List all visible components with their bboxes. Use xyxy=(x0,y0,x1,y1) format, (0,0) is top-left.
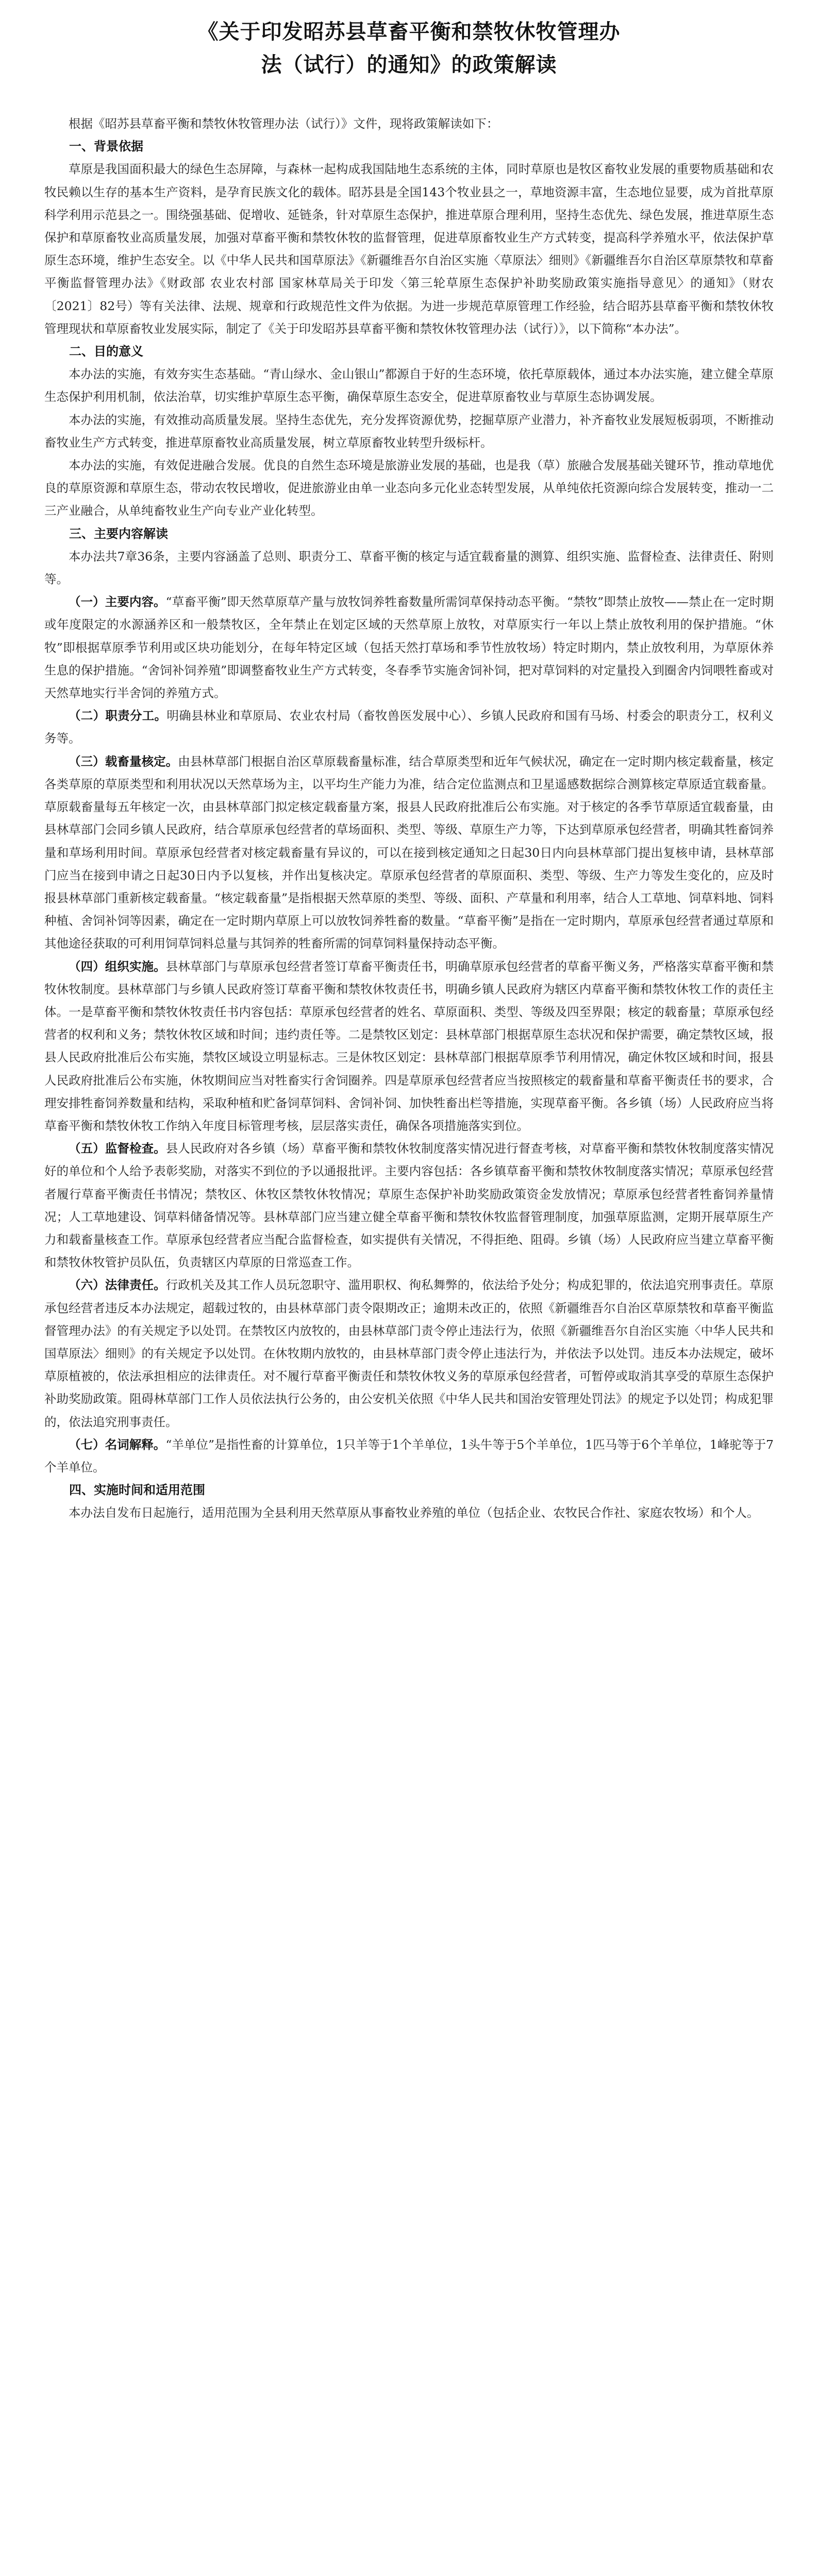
effective-scope-paragraph: 本办法自发布日起施行，适用范围为全县利用天然草原从事畜牧业养殖的单位（包括企业、农牧民合作社、家庭农牧场）和个人。 xyxy=(69,1505,759,1520)
item-lead: （三）载畜量核定。 xyxy=(69,754,178,769)
section-heading-effective-scope: 四、实施时间和适用范围 xyxy=(69,1482,205,1498)
background-paragraph: 草原是我国面积最大的绿色生态屏障，与森林一起构成我国陆地生态系统的主体，同时草原也是牧区畜牧业发展的重要物质基础和农牧民赖以生存的基本生产资料，是孕育民族文化的载体。昭苏县是全国143个牧业县之一，草地资源丰富，生态地位显要，成为首批草原科学利用示范县之一。围绕强基础、促增收、延链条，针对草原生态保护，推进草原合理利用，坚持生态优先、绿色发展，推进草原生态保护和草原畜牧业高质量发展，加强对草畜平衡和禁牧休牧的监督管理，促进草原畜牧业生产方式转变，提高科学养殖水平，依法保护草原生态环境，维护生态安全。以《中华人民共和国草原法》《新疆维吾尔自治区实施〈草原法〉细则》《新疆维吾尔自治区草原禁牧和草畜平衡监督管理办法》《财政部 农业农村部 国家林草局关于印发〈第三轮草原生态保护补助奖励政策实施指导意见〉的通知》（财农〔2021〕82号）等有关法律、法规、规章和行政规范性文件为依据。为进一步规范草原管理工作经验，结合昭苏县草畜平衡和禁牧休牧管理现状和草原畜牧业发展实际，制定了《关于印发昭苏县草畜平衡和禁牧休牧管理办法（试行）》，以下简称“本办法”。 xyxy=(44,162,774,336)
item-lead: （七）名词解释。 xyxy=(69,1437,166,1452)
interpretation-item-supervision xyxy=(44,1137,774,1274)
item-text: 县人民政府对各乡镇（场）草畜平衡和禁牧休牧制度落实情况进行督查考核，对草畜平衡和禁牧休牧制度落实情况好的单位和个人给予表彰奖励，对落实不到位的予以通报批评。主要内容包括：各乡镇草畜平衡和禁牧休牧制度落实情况；草原承包经营者履行草畜平衡责任书情况；禁牧区、休牧区禁牧休牧情况；草原生态保护补助奖励政策资金发放情况；草原承包经营者牲畜饲养量情况；人工草地建设、饲草料储备情况等。县林草部门应当建立健全草畜平衡和禁牧休牧监督管理制度，加强草原监测，定期开展草原生产力和载畜量核查工作。草原承包经营者应当配合监督检查，如实提供有关情况，不得拒绝、阻碍。乡镇（场）人民政府应当建立草畜平衡和禁牧休牧管护员队伍，负责辖区内草原的日常巡查工作。 xyxy=(44,1141,774,1270)
item-text: “草畜平衡”即天然草原草产量与放牧饲养牲畜数量所需饲草保持动态平衡。“禁牧”即禁止放牧——禁止在一定时期或年度限定的水源涵养区和一般禁牧区，全年禁止在划定区域的天然草原上放牧，对草原实行一年以上禁止放牧利用的保护措施。“休牧”即根据草原季节利用或区块功能划分，在每年特定区域（包括天然打草场和季节性放牧场）特定时期内，禁止放牧利用，为草原休养生息的保护措施。“舍饲补饲养殖”即调整畜牧业生产方式转变，冬春季节实施舍饲补饲，把对草饲料的对定量投入到圈舍内饲喂牲畜或对天然草地实行半舍饲的养殖方式。 xyxy=(44,595,774,701)
interpretation-item-legal-liability xyxy=(44,1274,774,1433)
intro-paragraph: 根据《昭苏县草畜平衡和禁牧休牧管理办法（试行）》文件，现将政策解读如下： xyxy=(69,116,499,131)
item-lead: （四）组织实施。 xyxy=(69,959,166,974)
interpretation-item-carrying-capacity xyxy=(44,750,774,955)
item-lead: （一）主要内容。 xyxy=(69,595,166,609)
item-text: 县林草部门与草原承包经营者签订草畜平衡责任书，明确草原承包经营者的草畜平衡义务，严格落实草畜平衡和禁牧休牧制度。县林草部门与乡镇人民政府签订草畜平衡和禁牧休牧责任书，明确乡镇人民政府为辖区内草畜平衡和禁牧休牧工作的责任主体。一是草畜平衡和禁牧休牧责任书内容包括：草原承包经营者的姓名、草原面积、类型、等级及四至界限；核定的载畜量；草原承包经营者的权利和义务；禁牧休牧区域和时间；违约责任等。二是禁牧区划定：县林草部门根据草原生态状况和保护需要，确定禁牧区域，报县人民政府批准后公布实施，禁牧区域设立明显标志。三是休牧区划定：县林草部门根据草原季节利用情况，确定休牧区域和时间，报县人民政府批准后公布实施，休牧期间应当对牲畜实行舍饲圈养。四是草原承包经营者应当按照核定的载畜量和草畜平衡责任书的要求，合理安排牲畜饲养数量和结构，采取种植和贮备饲草饲料、舍饲补饲、加快牲畜出栏等措施，实现草畜平衡。各乡镇（场）人民政府应当将草畜平衡和禁牧休牧工作纳入年度目标管理考核，层层落实责任，确保各项措施落实到位。 xyxy=(44,959,774,1133)
title-line-1: 《关于印发昭苏县草畜平衡和禁牧休牧管理办 xyxy=(197,20,621,44)
section-heading-background: 一、背景依据 xyxy=(69,139,143,154)
section-heading-interpretation: 三、主要内容解读 xyxy=(69,526,168,541)
item-lead: （六）法律责任。 xyxy=(69,1278,166,1293)
interpretation-item-responsibilities xyxy=(44,704,774,750)
item-lead: （五）监督检查。 xyxy=(69,1141,166,1156)
document-body xyxy=(44,112,774,1524)
item-text: “羊单位”是指性畜的计算单位，1只羊等于1个羊单位，1头牛等于5个羊单位，1匹马等于6个羊单位，1峰驼等于7个羊单位。 xyxy=(44,1437,774,1475)
interpretation-overview: 本办法共7章36条，主要内容涵盖了总则、职责分工、草畜平衡的核定与适宜载畜量的测算、组织实施、监督检查、法律责任、附则等。 xyxy=(44,549,774,587)
item-text: 由县林草部门根据自治区草原载畜量标准，结合草原类型和近年气候状况，确定在一定时期内核定载畜量，核定各类草原的草原类型和利用状况以天然草场为主，以平均生产能力为准，结合定位监测点和卫星遥感数据综合测算核定草原适宜载畜量。草原载畜量每五年核定一次，由县林草部门拟定核定载畜量方案，报县人民政府批准后公布实施。对于核定的各季节草原适宜载畜量，由县林草部门会同乡镇人民政府，结合草原承包经营者的草场面积、类型、等级、草原生产力等，下达到草原承包经营者，明确其牲畜饲养量和草场利用时间。草原承包经营者对核定载畜量有异议的，可以在接到核定通知之日起30日内向县林草部门提出复核申请，县林草部门应当在接到申请之日起30日内予以复核，并作出复核决定。草原承包经营者的草原面积、类型、等级、生产力等发生变化的，应及时报县林草部门重新核定载畜量。“核定载畜量”是指根据天然草原的类型、等级、面积、产草量和利用率，结合人工草地、饲草料地、饲料种植、舍饲补饲等因素，确定在一定时期内草原上可以放牧饲养牲畜的数量。“草畜平衡”是指在一定时期内，草原承包经营者通过草原和其他途径获取的可利用饲草饲料总量与其饲养的牲畜所需的饲草饲料量保持动态平衡。 xyxy=(44,754,774,951)
item-text: 行政机关及其工作人员玩忽职守、滥用职权、徇私舞弊的，依法给予处分；构成犯罪的，依法追究刑事责任。草原承包经营者违反本办法规定，超载过牧的，由县林草部门责令限期改正；逾期未改正的，依照《新疆维吾尔自治区草原禁牧和草畜平衡监督管理办法》的有关规定予以处罚。在禁牧区内放牧的，由县林草部门责令停止违法行为，依照《新疆维吾尔自治区实施〈中华人民共和国草原法〉细则》的有关规定予以处罚。在休牧期内放牧的，由县林草部门责令停止违法行为，并依法予以处罚。违反本办法规定，破坏草原植被的，依法承担相应的法律责任。对不履行草畜平衡责任和禁牧休牧义务的草原承包经营者，可暂停或取消其享受的草原生态保护补助奖励政策。阻碍林草部门工作人员依法执行公务的，由公安机关依照《中华人民共和国治安管理处罚法》的规定予以处罚；构成犯罪的，依法追究刑事责任。 xyxy=(44,1278,774,1429)
item-text: 明确县林业和草原局、农业农村局（畜牧兽医发展中心）、乡镇人民政府和国有马场、村委会的职责分工，权利义务等。 xyxy=(44,708,774,746)
purpose-paragraph-development: 本办法的实施，有效推动高质量发展。坚持生态优先，充分发挥资源优势，挖掘草原产业潜力，补齐畜牧业发展短板弱项，不断推动畜牧业生产方式转变，推进草原畜牧业高质量发展，树立草原畜牧业转型升级标杆。 xyxy=(44,412,774,450)
section-heading-purpose: 二、目的意义 xyxy=(69,344,143,359)
document-title xyxy=(44,15,774,81)
interpretation-item-glossary xyxy=(44,1433,774,1479)
purpose-paragraph-ecology: 本办法的实施，有效夯实生态基础。“青山绿水、金山银山”都源自于好的生态环境，依托草原载体，通过本办法实施，建立健全草原生态保护利用机制，依法治草，切实维护草原生态平衡，确保草原生态安全，促进草原畜牧业与草原生态协调发展。 xyxy=(44,367,774,404)
item-lead: （二）职责分工。 xyxy=(69,708,167,723)
purpose-paragraph-integration: 本办法的实施，有效促进融合发展。优良的自然生态环境是旅游业发展的基础，也是我（草）旅融合发展基础关键环节，推动草地优良的草原资源和草原生态，带动农牧民增收，促进旅游业由单一业态向多元化业态转型发展，从单纯依托资源向综合发展转变，推动一二三产业融合，从单纯畜牧业生产向专业产业化转型。 xyxy=(44,458,774,518)
interpretation-item-implementation xyxy=(44,955,774,1138)
title-line-2: 法（试行）的通知》的政策解读 xyxy=(261,53,557,77)
interpretation-item-main-content xyxy=(44,590,774,704)
